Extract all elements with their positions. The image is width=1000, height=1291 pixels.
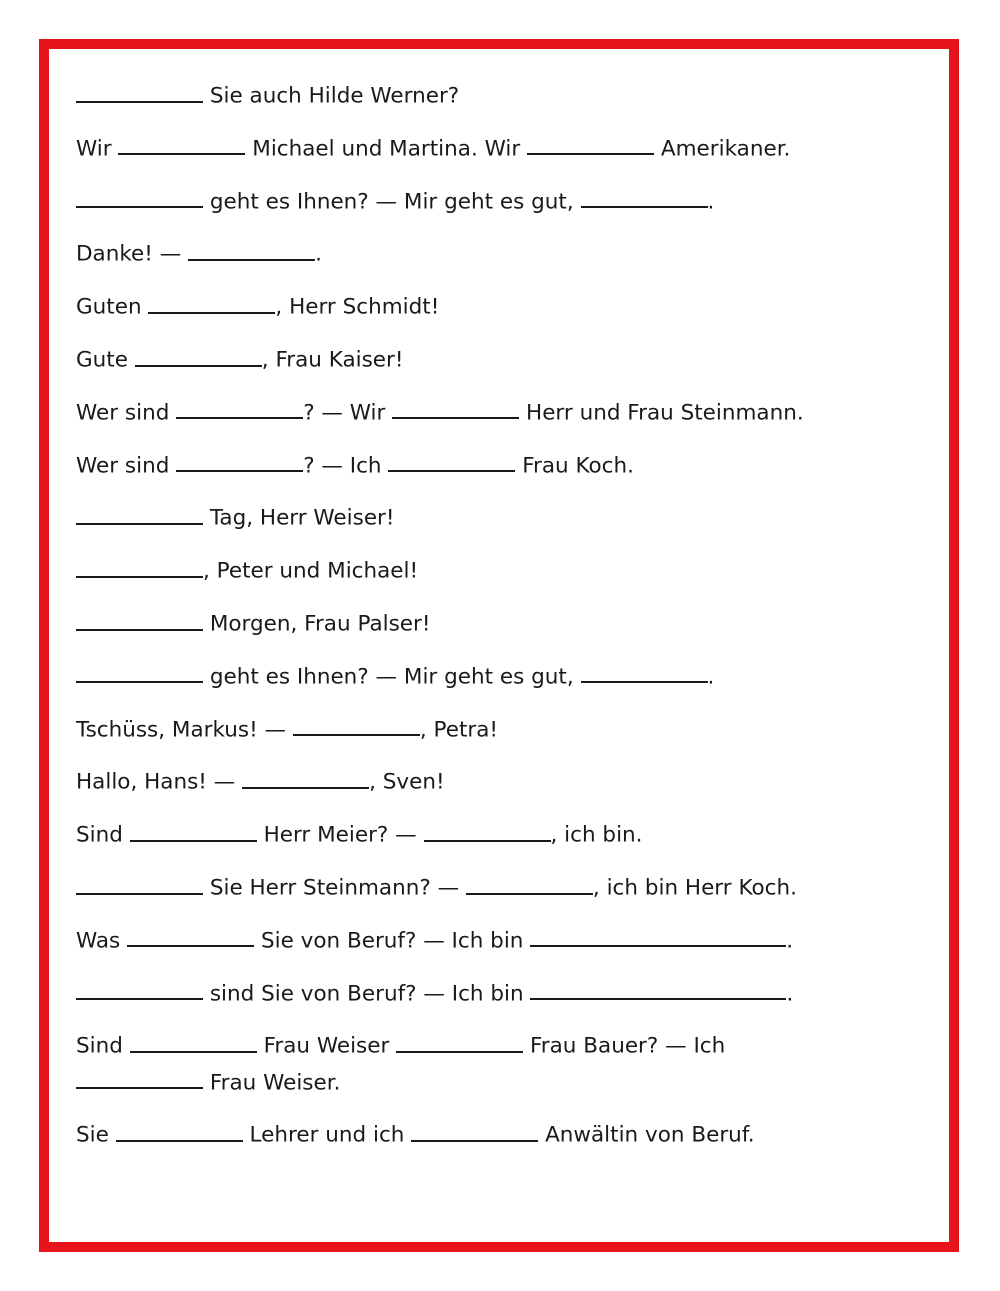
answer-blank[interactable]	[76, 500, 203, 525]
line-text: , Petra!	[419, 717, 499, 743]
answer-blank[interactable]	[581, 184, 708, 209]
line-text: Sie Herr Steinmann? —	[203, 875, 466, 901]
line-text: , Herr Schmidt!	[275, 294, 440, 320]
answer-blank[interactable]	[388, 448, 515, 473]
line-text: Wer sind	[76, 453, 177, 479]
line-text: sind Sie von Beruf? — Ich bin	[203, 981, 531, 1007]
answer-blank[interactable]	[527, 131, 654, 156]
line-text: Danke! —	[76, 241, 189, 267]
line-text: Herr Meier? —	[256, 822, 424, 848]
line-text: Herr und Frau Steinmann.	[519, 400, 804, 426]
line-text: Wer sind	[76, 400, 177, 426]
answer-blank[interactable]	[76, 553, 203, 578]
line-text: Amerikaner.	[654, 136, 791, 162]
answer-blank[interactable]	[392, 395, 519, 420]
exercise-line	[76, 236, 876, 272]
exercise-line	[76, 923, 876, 959]
line-text: Sie von Beruf? — Ich bin	[254, 928, 531, 954]
exercise-line	[76, 448, 876, 484]
exercise-line	[76, 78, 876, 114]
line-text: Frau Weiser.	[203, 1070, 341, 1096]
answer-blank[interactable]	[76, 78, 203, 103]
answer-blank[interactable]	[411, 1117, 538, 1142]
exercise-line	[76, 395, 876, 431]
answer-blank[interactable]	[148, 289, 275, 314]
exercise-line	[76, 712, 876, 748]
line-text: , Peter und Michael!	[203, 558, 419, 584]
line-text: Sind	[76, 822, 130, 848]
line-text: , Sven!	[369, 769, 445, 795]
exercise-line	[76, 976, 876, 1012]
line-text: geht es Ihnen? — Mir geht es gut,	[203, 189, 581, 215]
line-text: Michael und Martina. Wir	[245, 136, 528, 162]
line-text: Sie auch Hilde Werner?	[203, 83, 460, 109]
line-text: Sind	[76, 1033, 130, 1059]
exercise-line	[76, 553, 876, 589]
line-text: , Frau Kaiser!	[261, 347, 404, 373]
answer-blank[interactable]	[466, 870, 593, 895]
answer-blank[interactable]	[242, 764, 369, 789]
exercise-line	[76, 606, 876, 642]
answer-blank[interactable]	[188, 236, 315, 261]
line-text: .	[707, 189, 715, 215]
exercise-line	[76, 659, 876, 695]
answer-blank[interactable]	[581, 659, 708, 684]
line-text: .	[315, 241, 322, 267]
answer-blank[interactable]	[135, 342, 262, 367]
line-text: , ich bin.	[550, 822, 643, 848]
line-text: .	[786, 928, 794, 954]
exercise-line	[76, 184, 876, 220]
line-text: .	[786, 981, 794, 1007]
line-text: Lehrer und ich	[242, 1122, 412, 1148]
answer-blank[interactable]	[76, 184, 203, 209]
line-text: Tschüss, Markus! —	[76, 717, 293, 743]
answer-blank[interactable]	[530, 976, 786, 1001]
answer-blank[interactable]	[127, 923, 254, 948]
answer-blank[interactable]	[424, 817, 551, 842]
answer-blank[interactable]	[130, 1028, 257, 1053]
line-text: Gute	[76, 347, 135, 373]
exercise-line	[76, 342, 876, 378]
exercise-list	[76, 78, 876, 1170]
line-text: Frau Bauer? — Ich	[523, 1033, 726, 1059]
line-text: ? — Ich	[303, 453, 389, 479]
exercise-line	[76, 289, 876, 325]
exercise-line	[76, 131, 876, 167]
answer-blank[interactable]	[116, 1117, 243, 1142]
exercise-line	[76, 764, 876, 800]
line-text: Was	[76, 928, 128, 954]
exercise-line	[76, 1028, 776, 1100]
line-text: ? — Wir	[303, 400, 393, 426]
line-text: geht es Ihnen? — Mir geht es gut,	[203, 664, 581, 690]
answer-blank[interactable]	[76, 659, 203, 684]
line-text: Frau Weiser	[256, 1033, 397, 1059]
line-text: Sie	[76, 1122, 116, 1148]
answer-blank[interactable]	[76, 976, 203, 1001]
line-text: Anwältin von Beruf.	[538, 1122, 755, 1148]
answer-blank[interactable]	[396, 1028, 523, 1053]
answer-blank[interactable]	[530, 923, 786, 948]
answer-blank[interactable]	[118, 131, 245, 156]
answer-blank[interactable]	[76, 606, 203, 631]
line-text: Guten	[76, 294, 149, 320]
exercise-line	[76, 500, 876, 536]
answer-blank[interactable]	[176, 448, 303, 473]
line-text: , ich bin Herr Koch.	[592, 875, 797, 901]
line-text: Hallo, Hans! —	[76, 769, 243, 795]
line-text: Morgen, Frau Palser!	[203, 611, 431, 637]
line-text: .	[707, 664, 715, 690]
line-text: Wir	[76, 136, 119, 162]
answer-blank[interactable]	[176, 395, 303, 420]
answer-blank[interactable]	[130, 817, 257, 842]
exercise-line	[76, 1117, 876, 1153]
answer-blank[interactable]	[293, 712, 420, 737]
answer-blank[interactable]	[76, 1065, 203, 1090]
line-text: Frau Koch.	[515, 453, 634, 479]
exercise-line	[76, 870, 876, 906]
exercise-line	[76, 817, 876, 853]
answer-blank[interactable]	[76, 870, 203, 895]
line-text: Tag, Herr Weiser!	[203, 505, 395, 531]
